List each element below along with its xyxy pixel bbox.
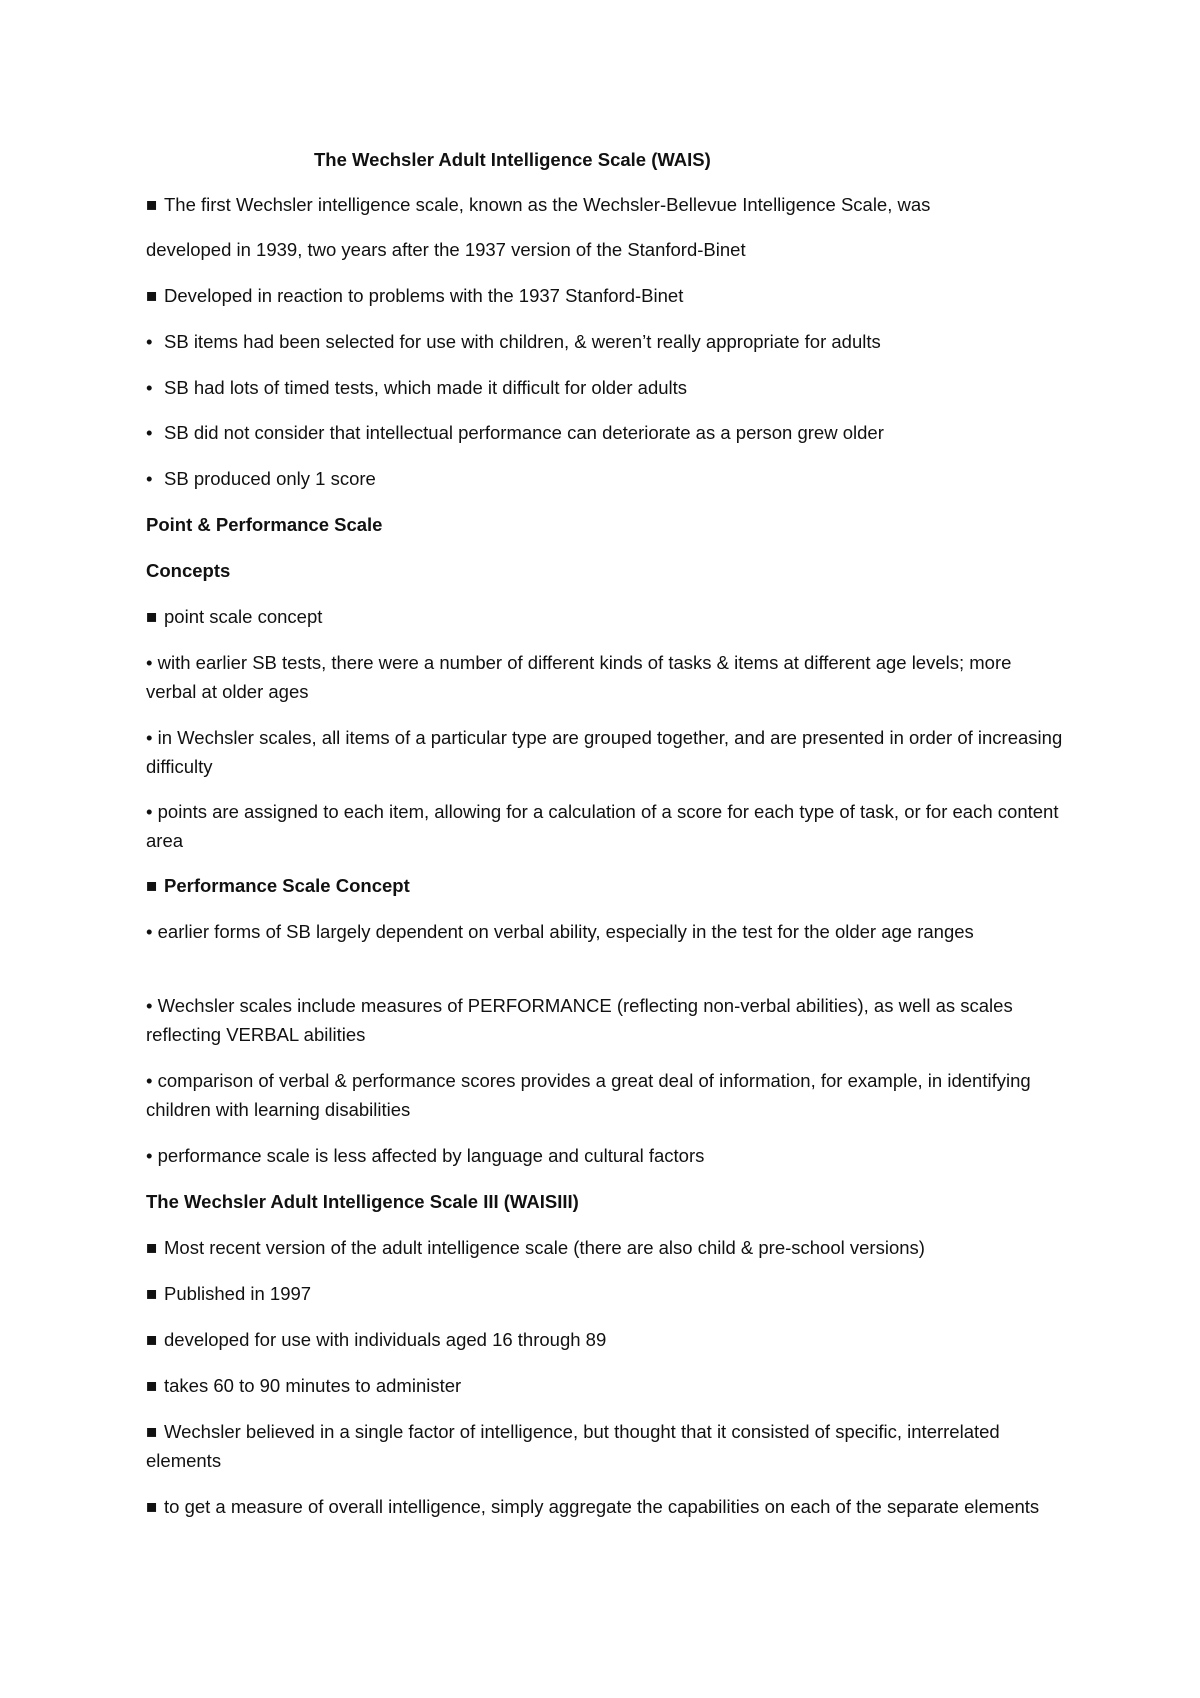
wais3-item-4: [146, 1371, 1066, 1400]
round-bullet-icon: •: [146, 921, 153, 942]
square-bullet-icon: ■: [146, 285, 158, 306]
round-bullet-icon: •: [146, 727, 153, 748]
round-bullet-icon: •: [146, 331, 153, 352]
square-bullet-icon: ■: [146, 194, 158, 215]
square-bullet-icon: ■: [146, 1329, 158, 1350]
point-scale-item-text-2: in Wechsler scales, all items of a particular type are grouped together, and are presented in order of increasing difficulty: [146, 727, 1063, 777]
round-bullet-icon: •: [146, 801, 153, 822]
square-bullet-icon: ■: [146, 1496, 158, 1517]
wais3-item-text-6: to get a measure of overall intelligence, simply aggregate the capabilities on each of the separate elements: [164, 1496, 1040, 1517]
intro-line-4: [146, 327, 1066, 356]
wais3-item-text-5: Wechsler believed in a single factor of intelligence, but thought that it consisted of specific, interrelated elements: [146, 1421, 1000, 1471]
round-bullet-icon: •: [146, 468, 153, 489]
wais3-item-text-4: takes 60 to 90 minutes to administer: [164, 1375, 462, 1396]
intro-text-6: SB did not consider that intellectual performance can deteriorate as a person grew older: [164, 422, 884, 443]
performance-scale-item-text-4: performance scale is less affected by language and cultural factors: [157, 1145, 705, 1166]
square-bullet-icon: ■: [146, 1283, 158, 1304]
performance-scale-item-text-2: Wechsler scales include measures of PERFORMANCE (reflecting non-verbal abilities), as well as scales reflecting VERBAL abilities: [146, 995, 1013, 1045]
section-point-performance: Point & Performance Scale: [146, 514, 383, 535]
wais3-item-6: [146, 1492, 1066, 1521]
square-bullet-icon: ■: [146, 875, 158, 896]
square-bullet-icon: ■: [146, 1375, 158, 1396]
intro-text-7: SB produced only 1 score: [164, 468, 376, 489]
intro-text-5: SB had lots of timed tests, which made it difficult for older adults: [164, 377, 688, 398]
wais3-item-text-3: developed for use with individuals aged 16 through 89: [164, 1329, 607, 1350]
document-title: The Wechsler Adult Intelligence Scale (WAIS): [314, 149, 711, 170]
point-scale-heading: [146, 602, 1066, 631]
performance-scale-item-2: [146, 991, 1066, 1049]
performance-scale-heading-text: Performance Scale Concept: [164, 875, 410, 896]
intro-line-1: [146, 190, 1066, 219]
wais3-item-text-2: Published in 1997: [164, 1283, 312, 1304]
square-bullet-icon: ■: [146, 1237, 158, 1258]
intro-text-1: The first Wechsler intelligence scale, known as the Wechsler-Bellevue Intelligence Scale, was: [164, 194, 931, 215]
intro-line-2: [146, 235, 1066, 264]
point-scale-heading-text: point scale concept: [164, 606, 323, 627]
point-scale-item-text-3: points are assigned to each item, allowing for a calculation of a score for each type of task, or for each content area: [146, 801, 1059, 851]
point-scale-item-3: [146, 797, 1066, 855]
wais3-heading: The Wechsler Adult Intelligence Scale III (WAISIII): [146, 1191, 579, 1212]
performance-scale-item-1: [146, 917, 1066, 946]
round-bullet-icon: •: [146, 995, 153, 1016]
point-scale-item-1: [146, 648, 1066, 706]
wais3-item-5: [146, 1417, 1066, 1475]
wais3-item-text-1: Most recent version of the adult intelligence scale (there are also child & pre-school versions): [164, 1237, 925, 1258]
round-bullet-icon: •: [146, 652, 153, 673]
intro-text-2: developed in 1939, two years after the 1937 version of the Stanford-Binet: [146, 239, 746, 260]
performance-scale-item-text-3: comparison of verbal & performance scores provides a great deal of information, for example, in identifying children with learning disabilities: [146, 1070, 1031, 1120]
intro-text-3: Developed in reaction to problems with the 1937 Stanford-Binet: [164, 285, 684, 306]
round-bullet-icon: •: [146, 1145, 153, 1166]
intro-line-6: [146, 418, 1066, 447]
performance-scale-item-3: [146, 1066, 1066, 1124]
intro-line-5: [146, 373, 1066, 402]
intro-text-4: SB items had been selected for use with children, & weren’t really appropriate for adults: [164, 331, 881, 352]
intro-line-3: [146, 281, 1066, 310]
performance-scale-item-4: [146, 1141, 1066, 1170]
square-bullet-icon: ■: [146, 606, 158, 627]
round-bullet-icon: •: [146, 1070, 153, 1091]
performance-scale-heading: [146, 871, 1066, 900]
square-bullet-icon: ■: [146, 1421, 158, 1442]
section-concepts: Concepts: [146, 560, 231, 581]
wais3-item-2: [146, 1279, 1066, 1308]
performance-scale-item-text-1: earlier forms of SB largely dependent on verbal ability, especially in the test for the older age ranges: [157, 921, 974, 942]
intro-line-7: [146, 464, 1066, 493]
point-scale-item-2: [146, 723, 1066, 781]
round-bullet-icon: •: [146, 377, 153, 398]
wais3-item-3: [146, 1325, 1066, 1354]
point-scale-item-text-1: with earlier SB tests, there were a number of different kinds of tasks & items at different age levels; more verbal at older ages: [146, 652, 1012, 702]
wais3-item-1: [146, 1233, 1066, 1262]
round-bullet-icon: •: [146, 422, 153, 443]
